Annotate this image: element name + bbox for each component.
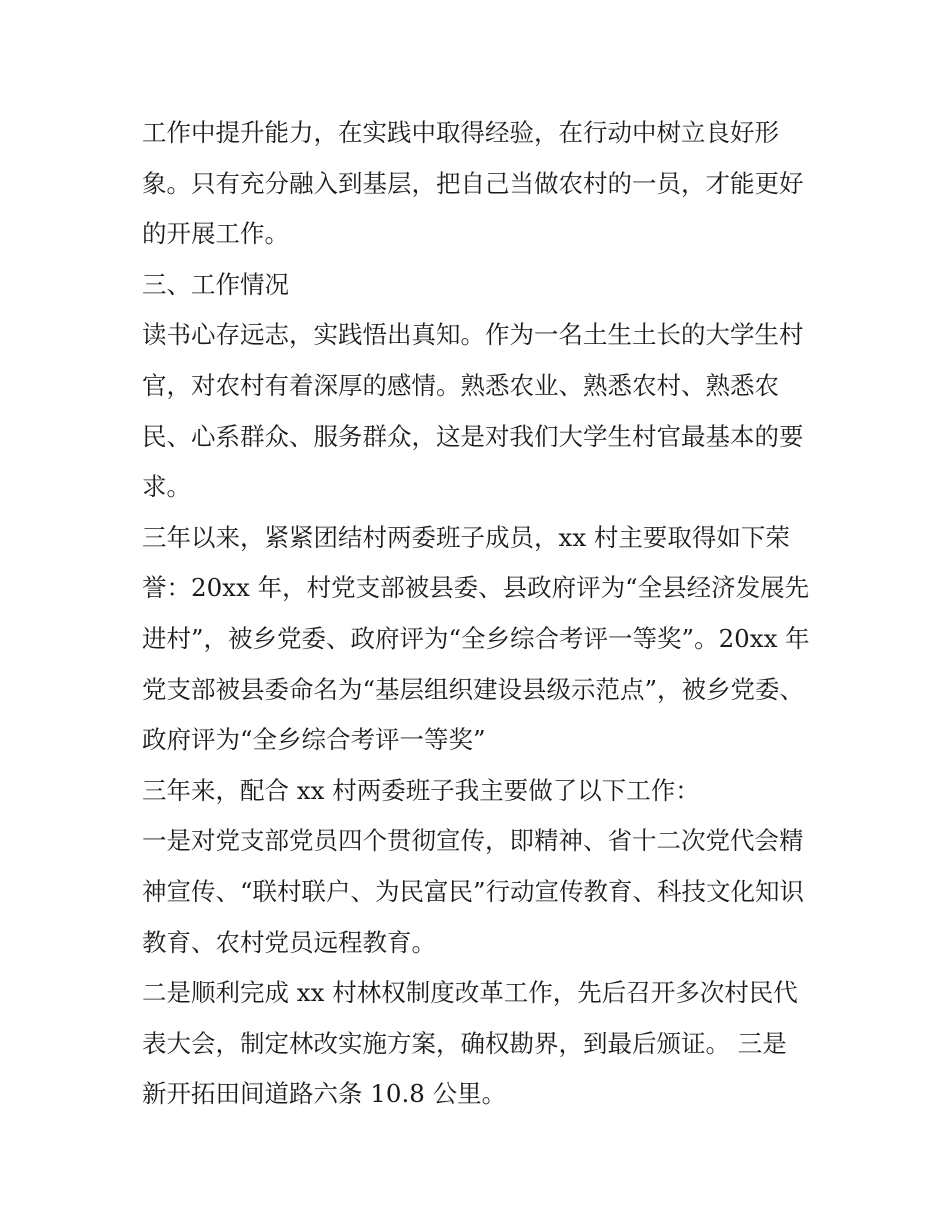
text-line: 党支部被县委命名为“基层组织建设县级示范点”，被乡党委、	[142, 674, 805, 704]
text-line: 官，对农村有着深厚的感情。熟悉农业、熟悉农村、熟悉农	[142, 370, 779, 400]
text-line: 一是对党支部党员四个贯彻宣传，即精神、省十二次党代会精	[142, 826, 804, 856]
text-line: 三年来，配合 xx 村两委班子我主要做了以下工作：	[142, 775, 700, 805]
text-line: 誉：20xx 年，村党支部被县委、县政府评为“全县经济发展先	[142, 573, 810, 603]
text-line: 求。	[142, 472, 191, 502]
text-line: 二是顺利完成 xx 村林权制度改革工作，先后召开多次村民代	[142, 978, 798, 1008]
text-line: 神宣传、“联村联户、为民富民”行动宣传教育、科技文化知识	[142, 876, 805, 906]
text-line: 三年以来，紧紧团结村两委班子成员，xx 村主要取得如下荣	[142, 522, 790, 552]
text-line: 新开拓田间道路六条 10.8 公里。	[142, 1079, 507, 1109]
text-line: 进村”，被乡党委、政府评为“全乡综合考评一等奖”。20xx 年	[142, 623, 810, 653]
text-line: 象。只有充分融入到基层，把自己当做农村的一员，才能更好	[142, 168, 804, 198]
text-line: 教育、农村党员远程教育。	[142, 927, 436, 957]
section-heading: 三、工作情况	[142, 269, 289, 299]
text-line: 的开展工作。	[142, 219, 289, 249]
text-line: 读书心存远志，实践悟出真知。作为一名土生土长的大学生村	[142, 320, 804, 350]
document-body	[142, 108, 822, 1120]
text-line: 工作中提升能力，在实践中取得经验，在行动中树立良好形	[142, 118, 779, 147]
text-line: 表大会，制定林改实施方案，确权勘界，到最后颁证。 三是	[142, 1028, 787, 1058]
text-line: 政府评为“全乡综合考评一等奖”	[142, 725, 486, 755]
text-line: 民、心系群众、服务群众，这是对我们大学生村官最基本的要	[142, 421, 804, 451]
